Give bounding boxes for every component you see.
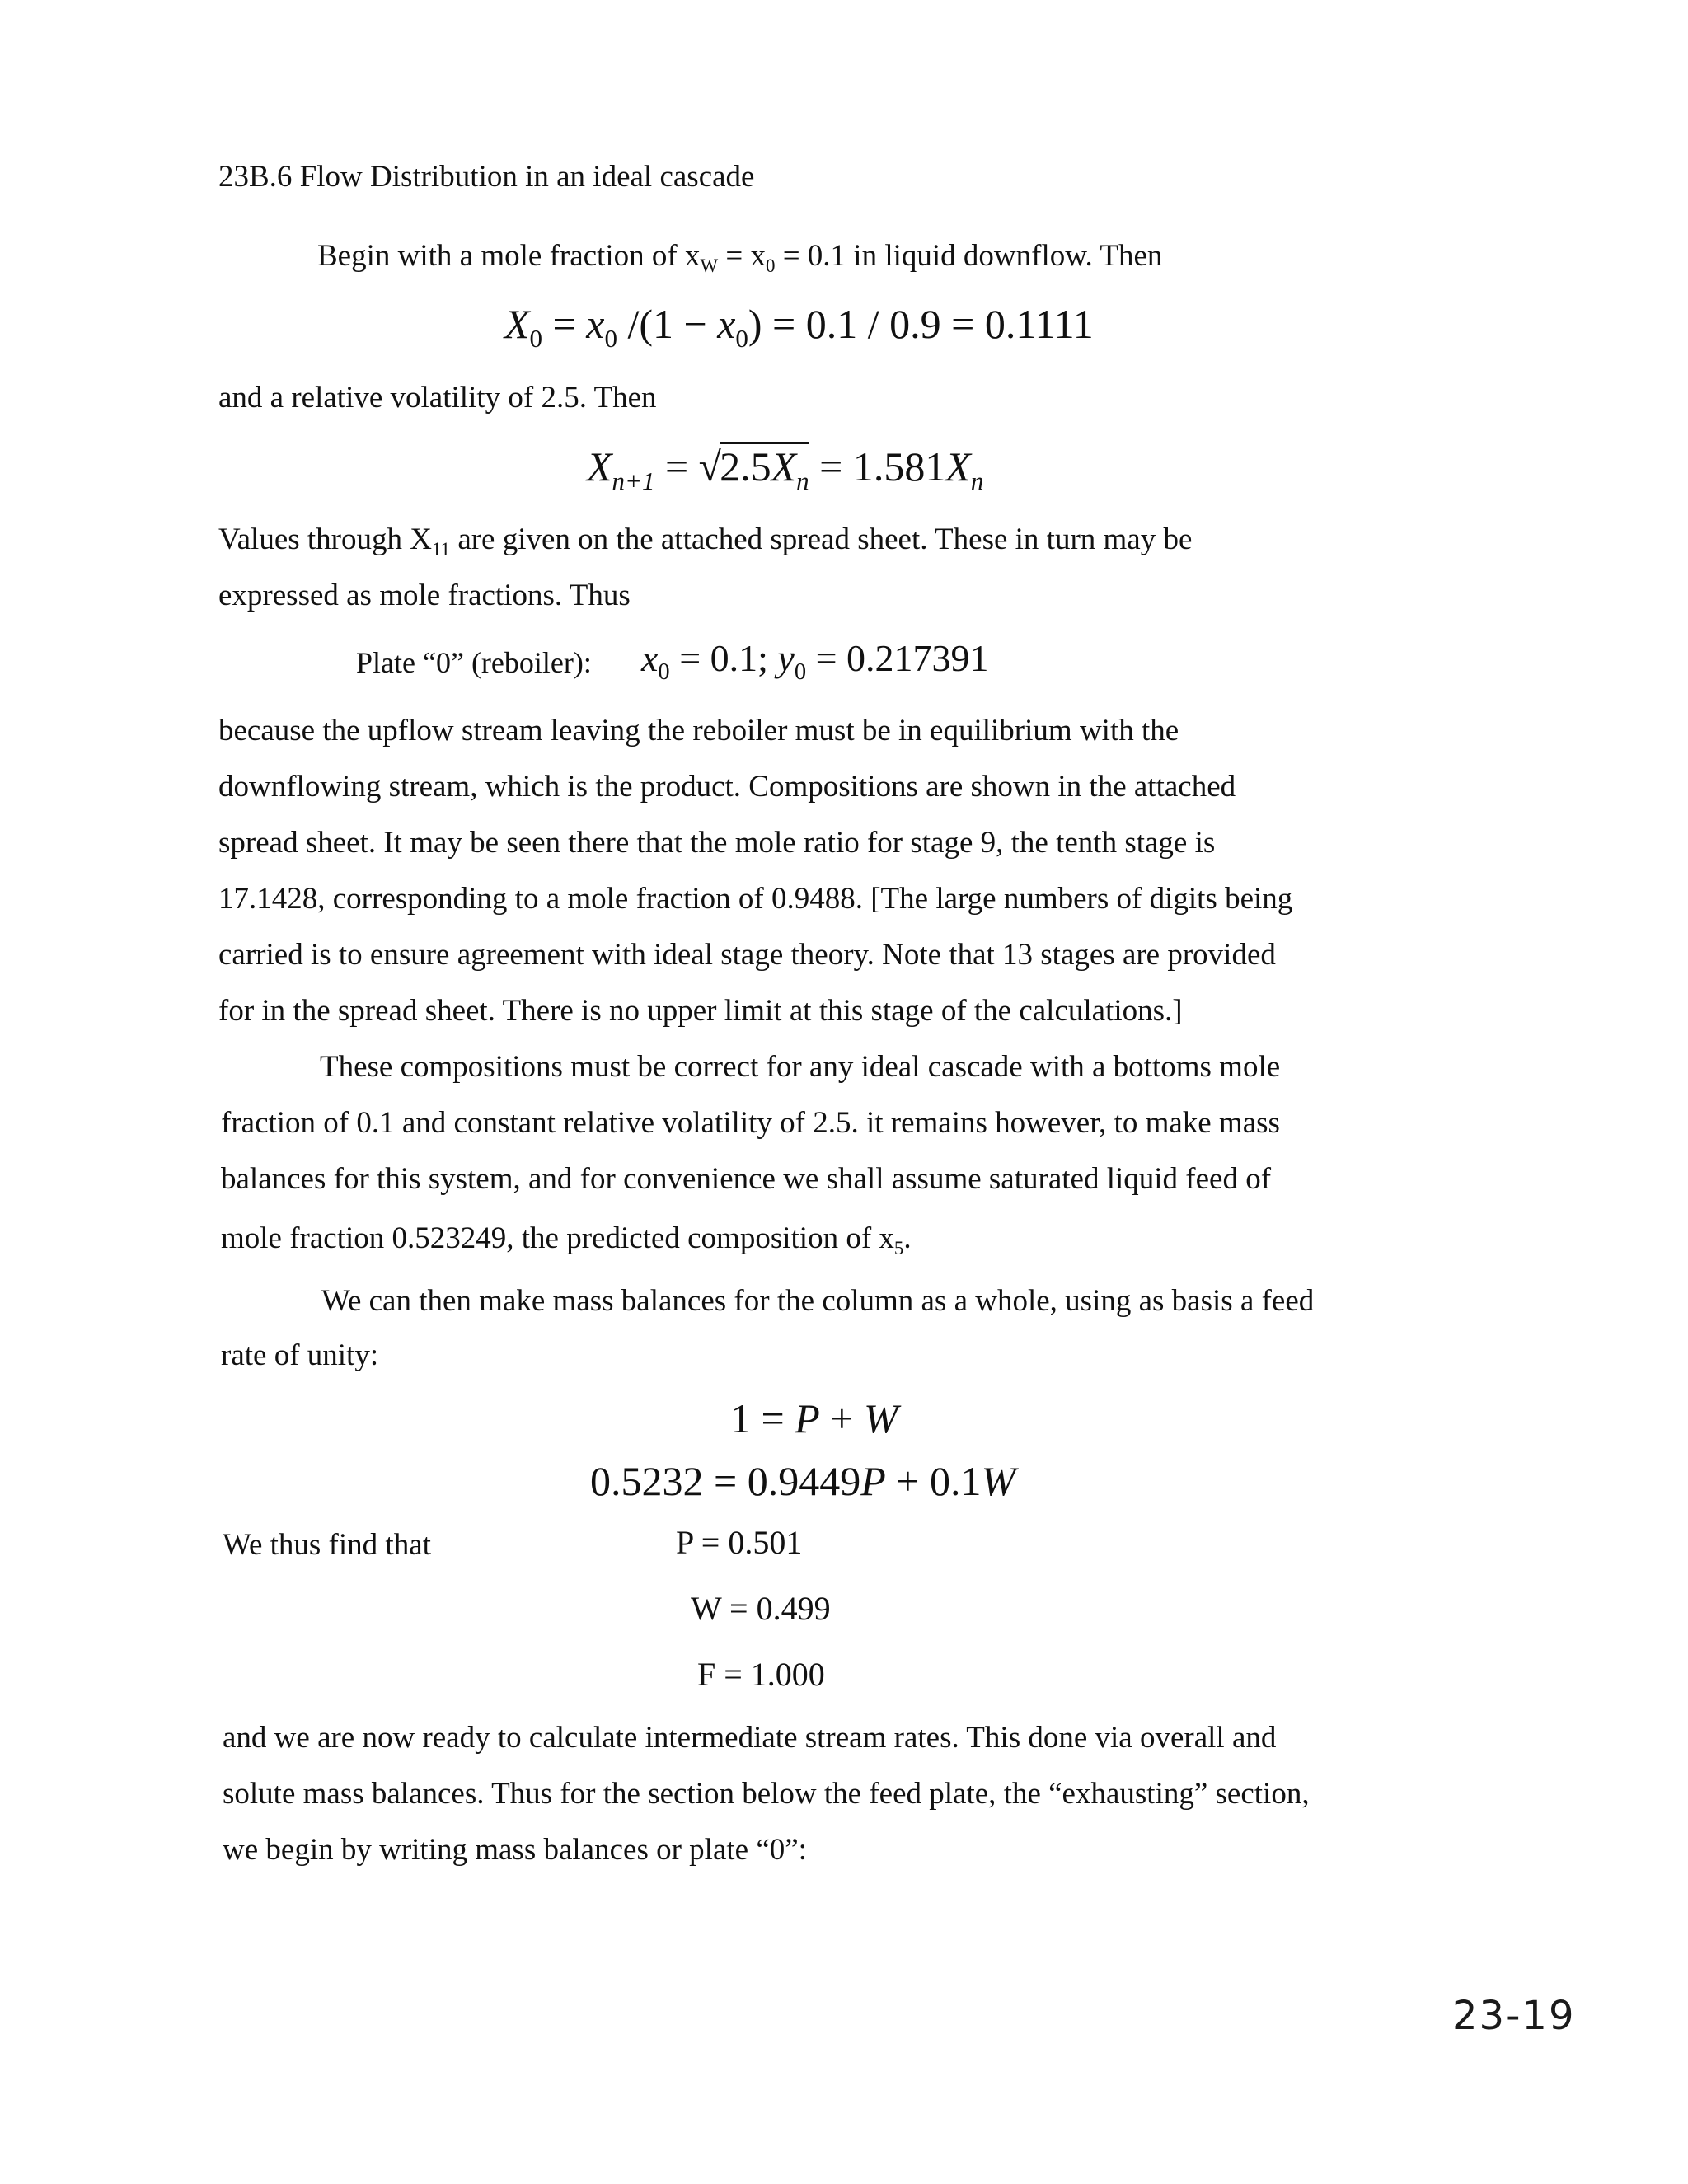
text: Begin with a mole fraction of x bbox=[317, 239, 701, 273]
page-number-handwritten: 23-19 bbox=[1452, 1993, 1576, 2039]
paragraph-because-3: spread sheet. It may be seen there that the mole ratio for stage 9, the tenth stage is bbox=[218, 826, 1216, 860]
subscript: 11 bbox=[431, 539, 451, 560]
var: x bbox=[586, 301, 605, 347]
op: + 0.1 bbox=[885, 1458, 982, 1504]
paragraph-because-1: because the upflow stream leaving the reboiler must be in equilibrium with the bbox=[218, 714, 1179, 748]
text: = 0.1 in liquid downflow. Then bbox=[775, 239, 1163, 273]
subscript: n bbox=[796, 466, 809, 495]
equation-plate-zero bbox=[641, 637, 989, 685]
subscript: n+1 bbox=[612, 466, 655, 495]
text: mole fraction 0.523249, the predicted composition of x bbox=[221, 1221, 894, 1255]
var: W bbox=[863, 1395, 898, 1441]
var: W bbox=[981, 1458, 1016, 1504]
paragraph-wecan-1: We can then make mass balances for the column as a whole, using as basis a feed bbox=[321, 1284, 1315, 1318]
op: = bbox=[654, 443, 699, 490]
paragraph-these-3: balances for this system, and for convenience we shall assume saturated liquid feed of bbox=[221, 1162, 1272, 1196]
op: /(1 − bbox=[617, 301, 718, 347]
var: X bbox=[771, 443, 797, 490]
op: 0.5232 = 0.9449 bbox=[590, 1458, 861, 1504]
subscript: 0 bbox=[735, 323, 748, 353]
op: = 0.217391 bbox=[806, 637, 989, 679]
op: = bbox=[542, 301, 587, 347]
text: are given on the attached spread sheet. These in turn may be bbox=[450, 523, 1193, 556]
radicand-value: 2.5 bbox=[720, 443, 771, 490]
radicand bbox=[720, 442, 809, 494]
paragraph-because-6: for in the spread sheet. There is no upper limit at this stage of the calculations.] bbox=[218, 994, 1183, 1028]
var: x bbox=[717, 301, 736, 347]
result-F: F = 1.000 bbox=[697, 1656, 825, 1693]
subscript: n bbox=[970, 466, 984, 495]
paragraph-wecan-2: rate of unity: bbox=[221, 1338, 379, 1372]
op: 1 = bbox=[730, 1395, 795, 1441]
paragraph-relvol: and a relative volatility of 2.5. Then bbox=[218, 381, 657, 415]
paragraph-and-1: and we are now ready to calculate intermediate stream rates. This done via overall and bbox=[223, 1721, 1277, 1755]
var: X bbox=[587, 443, 612, 490]
subscript: 0 bbox=[658, 658, 670, 685]
paragraph-values-2: expressed as mole fractions. Thus bbox=[218, 579, 631, 612]
paragraph-because-5: carried is to ensure agreement with ideal stage theory. Note that 13 stages are provided bbox=[218, 938, 1276, 972]
section-heading: 23B.6 Flow Distribution in an ideal cascade bbox=[218, 160, 755, 194]
op: ) = 0.1 / 0.9 = 0.1111 bbox=[748, 301, 1094, 347]
paragraph-and-2: solute mass balances. Thus for the section below the feed plate, the “exhausting” section, bbox=[223, 1777, 1310, 1811]
paragraph-and-3: we begin by writing mass balances or plate “0”: bbox=[223, 1833, 807, 1867]
subscript: 5 bbox=[893, 1238, 904, 1259]
var: y bbox=[777, 637, 795, 679]
paragraph-these-1: These compositions must be correct for any ideal cascade with a bottoms mole bbox=[320, 1050, 1281, 1084]
paragraph-because-4: 17.1428, corresponding to a mole fraction of 0.9488. [The large numbers of digits being bbox=[218, 882, 1293, 916]
paragraph-because-2: downflowing stream, which is the product. Compositions are shown in the attached bbox=[218, 770, 1236, 804]
paragraph-values-1 bbox=[218, 524, 1192, 560]
radical-sign: √ bbox=[698, 443, 722, 490]
var: x bbox=[641, 637, 659, 679]
text: . bbox=[903, 1221, 912, 1255]
subscript: 0 bbox=[604, 323, 617, 353]
op: + bbox=[819, 1395, 864, 1441]
equation-mole-ratio-x0 bbox=[504, 303, 1094, 351]
paragraph-thus-find: We thus find that bbox=[223, 1528, 431, 1562]
equation-recursion bbox=[587, 442, 983, 494]
text: = x bbox=[718, 239, 766, 273]
paragraph-these-2: fraction of 0.1 and constant relative volatility of 2.5. it remains however, to make mass bbox=[221, 1106, 1280, 1140]
result-W: W = 0.499 bbox=[691, 1590, 831, 1627]
equation-overall-balance bbox=[730, 1395, 898, 1441]
plate-label: Plate “0” (reboiler): bbox=[356, 646, 592, 679]
paragraph-begin bbox=[317, 241, 1162, 276]
text: Values through X bbox=[218, 523, 432, 556]
result-P: P = 0.501 bbox=[676, 1524, 803, 1561]
var: P bbox=[795, 1395, 820, 1441]
subscript: 0 bbox=[765, 255, 776, 277]
var: P bbox=[860, 1458, 886, 1504]
paragraph-these-4 bbox=[221, 1223, 912, 1258]
subscript: 0 bbox=[529, 323, 543, 353]
op: = 1.581 bbox=[809, 443, 946, 490]
op: = 0.1; bbox=[669, 637, 778, 679]
var: X bbox=[945, 443, 971, 490]
equation-solute-balance bbox=[590, 1460, 1015, 1502]
subscript: W bbox=[700, 255, 719, 277]
subscript: 0 bbox=[794, 658, 807, 685]
var: X bbox=[504, 301, 530, 347]
